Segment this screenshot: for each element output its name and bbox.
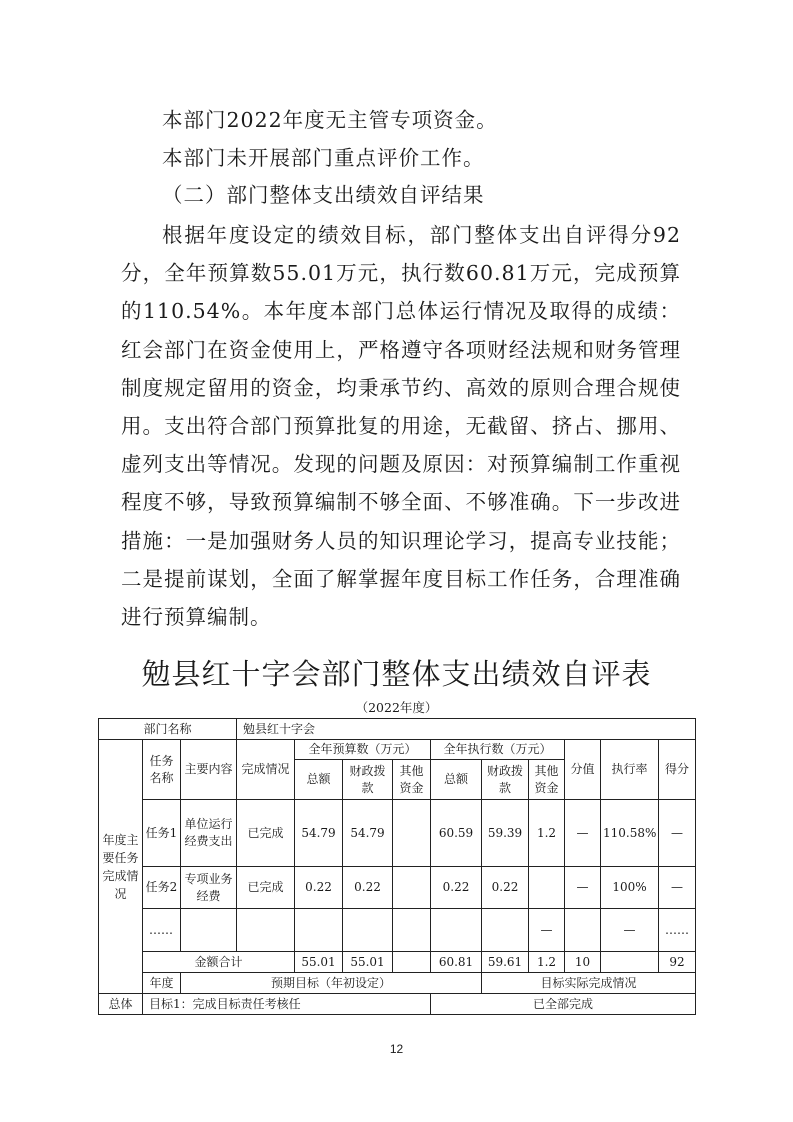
sum-budget-total: 55.01 <box>295 952 343 973</box>
sum-exec-fiscal: 59.61 <box>482 952 529 973</box>
row-budget-fiscal: 0.22 <box>343 867 393 909</box>
row-status: 已完成 <box>237 800 295 867</box>
row-budget-fiscal: 54.79 <box>343 800 393 867</box>
header-exec-other: 其他资金 <box>529 760 565 800</box>
row-exec-total: 0.22 <box>431 867 482 909</box>
header-budget-total: 总额 <box>295 760 343 800</box>
row-exec-fiscal: 59.39 <box>482 800 529 867</box>
row-budget-fiscal <box>343 909 393 952</box>
header-score: 得分 <box>659 740 696 800</box>
header-budget-fiscal: 财政拨款 <box>343 760 393 800</box>
dept-name-label: 部门名称 <box>99 719 237 740</box>
header-annual-budget: 全年预算数（万元） <box>295 740 431 760</box>
row-exec-rate: — <box>601 909 659 952</box>
row-score-value: — <box>565 867 601 909</box>
goal-side-label-year: 年度 <box>143 973 181 994</box>
header-budget-other: 其他资金 <box>393 760 431 800</box>
row-budget-total <box>295 909 343 952</box>
side-label-task-completion: 年度主要任务完成情况 <box>99 740 143 994</box>
header-main-content: 主要内容 <box>181 740 237 800</box>
row-score: — <box>659 867 696 909</box>
performance-evaluation-table <box>98 718 696 1015</box>
row-exec-total <box>431 909 482 952</box>
row-score-ellipsis: …… <box>659 909 696 952</box>
row-status: 已完成 <box>237 867 295 909</box>
sum-score-value: 10 <box>565 952 601 973</box>
row-content <box>181 909 237 952</box>
row-content: 专项业务经费 <box>181 867 237 909</box>
header-completion-status: 完成情况 <box>237 740 295 800</box>
sum-label: 金额合计 <box>143 952 295 973</box>
section-heading-self-evaluation: （二）部门整体支出绩效自评结果 <box>162 183 485 207</box>
row-score-value: — <box>565 800 601 867</box>
header-score-value: 分值 <box>565 740 601 800</box>
row-exec-other: — <box>529 909 565 952</box>
header-task-name: 任务名称 <box>143 740 181 800</box>
row-exec-fiscal <box>482 909 529 952</box>
table-row-ellipsis <box>99 909 696 952</box>
row-budget-other <box>393 800 431 867</box>
table-row <box>99 800 696 867</box>
header-annual-execution: 全年执行数（万元） <box>431 740 565 760</box>
row-score: — <box>659 800 696 867</box>
paragraph-no-special-funds: 本部门2022年度无主管专项资金。 <box>162 108 498 132</box>
paragraph-no-key-evaluation: 本部门未开展部门重点评价工作。 <box>162 146 485 170</box>
goal-row <box>99 994 696 1015</box>
row-content: 单位运行经费支出 <box>181 800 237 867</box>
table-row <box>99 867 696 909</box>
goal-header-row <box>99 973 696 994</box>
row-score-value <box>565 909 601 952</box>
goal-side-label-overall: 总体 <box>99 994 143 1015</box>
row-status <box>237 909 295 952</box>
sum-budget-other <box>393 952 431 973</box>
header-exec-total: 总额 <box>431 760 482 800</box>
goal-1-expected: 目标1：完成目标责任考核任 <box>143 994 431 1015</box>
goal-1-actual: 已全部完成 <box>431 994 696 1015</box>
row-exec-other: 1.2 <box>529 800 565 867</box>
sum-budget-fiscal: 55.01 <box>343 952 393 973</box>
dept-row <box>99 719 696 740</box>
sum-exec-rate <box>601 952 659 973</box>
row-budget-other <box>393 867 431 909</box>
row-task-ellipsis: …… <box>143 909 181 952</box>
sum-exec-other: 1.2 <box>529 952 565 973</box>
row-exec-rate: 100% <box>601 867 659 909</box>
row-exec-rate: 110.58% <box>601 800 659 867</box>
row-budget-total: 54.79 <box>295 800 343 867</box>
row-budget-other <box>393 909 431 952</box>
goal-header-expected: 预期目标（年初设定） <box>181 973 482 994</box>
paragraph-evaluation-summary: 根据年度设定的绩效目标，部门整体支出自评得分92分，全年预算数55.01万元，执行数60.81万元，完成预算的110.54%。本年度本部门总体运行情况及取得的成绩：红会部门在资金使用上，严格遵守各项财经法规和财务管理制度规定留用的资金，均秉承节约、高效的原则合理合规使用。支出符合部门预算批复的用途，无截留、挤占、挪用、虚列支出等情况。发现的问题及原因：对预算编制工作重视程度不够，导致预算编制不够全面、不够准确。下一步改进措施：一是加强财务人员的知识理论学习，提高专业技能；二是提前谋划，全面了解掌握年度目标工作任务，合理准确进行预算编制。 <box>121 223 681 630</box>
row-exec-total: 60.59 <box>431 800 482 867</box>
header-row-1 <box>99 740 696 760</box>
table-title: 勉县红十字会部门整体支出绩效自评表 <box>141 657 652 691</box>
dept-name-value: 勉县红十字会 <box>237 719 696 740</box>
sum-exec-total: 60.81 <box>431 952 482 973</box>
row-task: 任务1 <box>143 800 181 867</box>
row-task: 任务2 <box>143 867 181 909</box>
header-execution-rate: 执行率 <box>601 740 659 800</box>
row-exec-other <box>529 867 565 909</box>
sum-score: 92 <box>659 952 696 973</box>
page-number: 12 <box>389 1042 404 1056</box>
row-exec-fiscal: 0.22 <box>482 867 529 909</box>
header-exec-fiscal: 财政拨款 <box>482 760 529 800</box>
table-subtitle: （2022年度） <box>355 700 438 715</box>
row-budget-total: 0.22 <box>295 867 343 909</box>
goal-header-actual: 目标实际完成情况 <box>482 973 696 994</box>
sum-row <box>99 952 696 973</box>
